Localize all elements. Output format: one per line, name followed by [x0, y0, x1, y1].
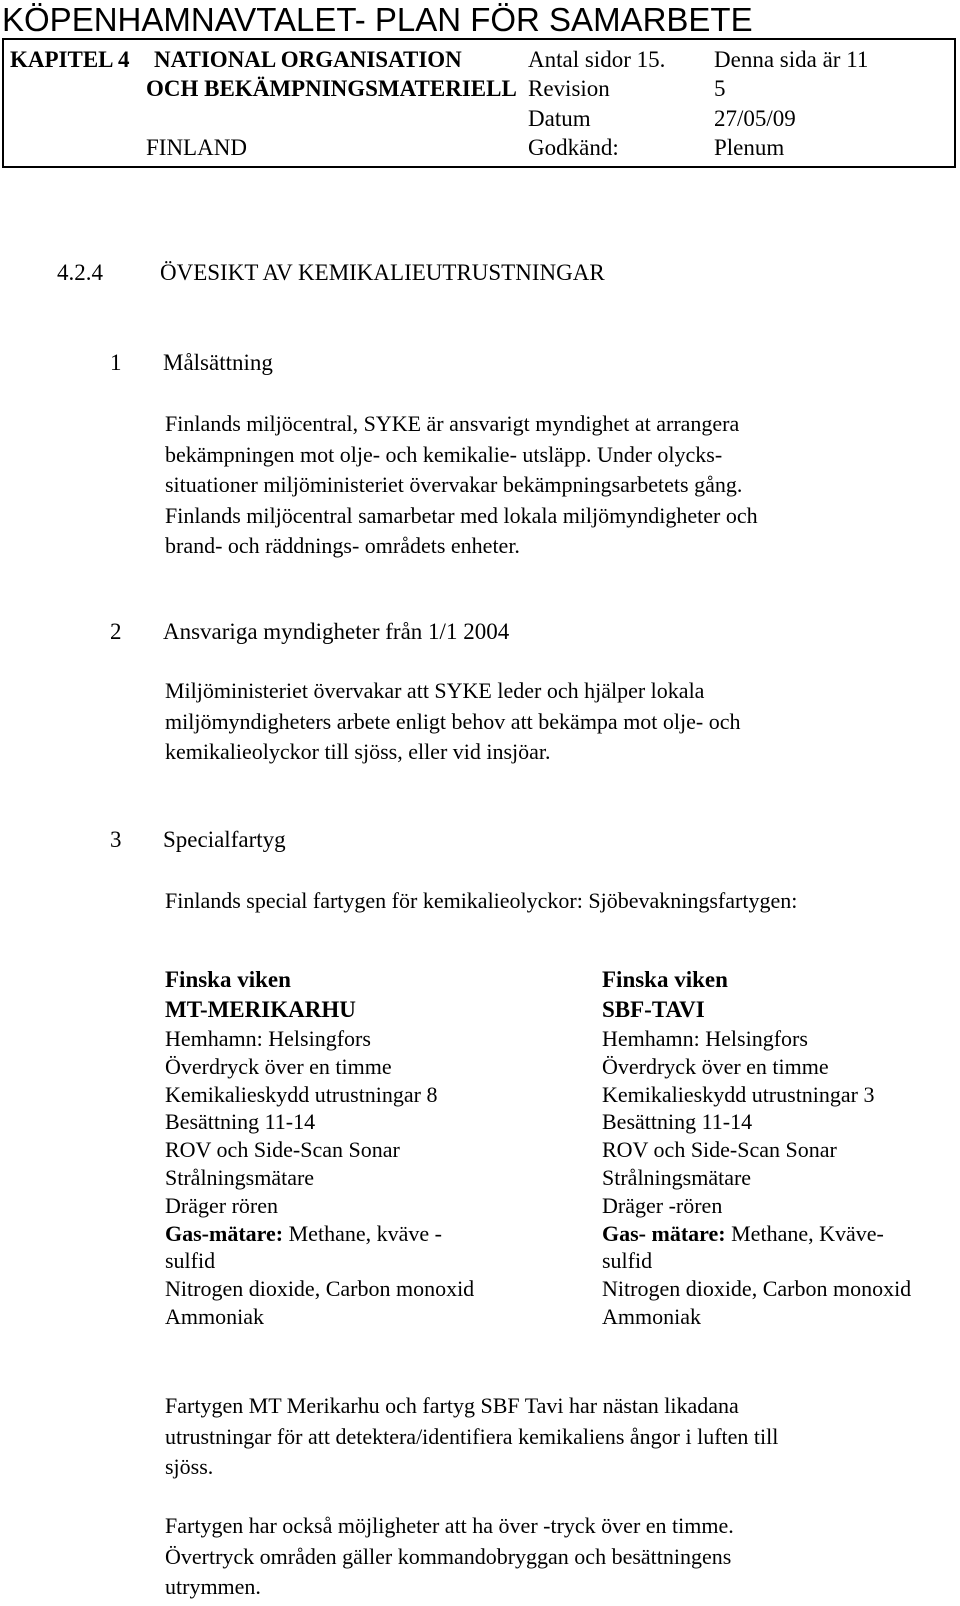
- ship-drager: Dräger -rören: [602, 1192, 723, 1218]
- ship-home: Hemhamn: Helsingfors: [165, 1026, 371, 1051]
- ship-ammonia: Ammoniak: [165, 1303, 264, 1329]
- s2-paragraph: [165, 676, 741, 768]
- s1-line: situationer miljöministeriet övervakar bekämpningsarbetets gång.: [165, 472, 743, 497]
- section-title: ÖVESIKT AV KEMIKALIEUTRUSTNINGAR: [160, 260, 605, 285]
- paragraph-line: utrymmen.: [165, 1574, 261, 1599]
- ship-kits: Kemikalieskydd utrustningar 8: [165, 1081, 438, 1107]
- s1-title: Målsättning: [163, 350, 273, 375]
- s1-line: bekämpningen mot olje- och kemikalie- utsläpp. Under olycks-: [165, 441, 723, 467]
- s1-paragraph: [165, 409, 758, 562]
- paragraph-line: utrustningar för att detektera/identifiera kemikaliens ångor i luften till: [165, 1423, 779, 1449]
- date-value: 27/05/09: [714, 106, 796, 131]
- ship-column-merikarhu: [165, 965, 474, 1331]
- ship-rov: ROV och Side-Scan Sonar: [165, 1137, 400, 1163]
- ship-gas-cont: sulfid: [602, 1248, 653, 1274]
- org-line-1: NATIONAL ORGANISATION: [154, 47, 462, 72]
- ship-column-tavi: [602, 965, 911, 1331]
- s1-line: brand- och räddnings- områdets enheter.: [165, 533, 520, 558]
- chapter-label: KAPITEL 4: [10, 47, 130, 72]
- ship-radiation: Strålningsmätare: [602, 1164, 752, 1190]
- revision-value: 5: [714, 76, 726, 101]
- s2-title: Ansvariga myndigheter från 1/1 2004: [163, 619, 510, 644]
- s1-number: 1: [110, 350, 122, 375]
- overpressure-paragraph: [165, 1511, 734, 1603]
- ship-pressure: Överdryck över en timme: [165, 1053, 392, 1079]
- ship-nitrogen: Nitrogen dioxide, Carbon monoxid: [602, 1276, 912, 1302]
- s2-number: 2: [110, 619, 122, 644]
- s2-line: Miljöministeriet övervakar att SYKE leder och hjälper lokala: [165, 678, 705, 703]
- section-number: 4.2.4: [57, 260, 103, 285]
- ship-nitrogen: Nitrogen dioxide, Carbon monoxid: [165, 1276, 475, 1302]
- paragraph-line: Övertryck områden gäller kommandobryggan och besättningens: [165, 1543, 732, 1569]
- pages-total: Antal sidor 15.: [528, 47, 666, 72]
- document-title: KÖPENHAMNAVTALET- PLAN FÖR SAMARBETE: [2, 1, 753, 38]
- ship-crew: Besättning 11-14: [602, 1109, 753, 1135]
- s3-number: 3: [110, 827, 122, 852]
- s3-title: Specialfartyg: [163, 827, 286, 852]
- ship-gas-cont: sulfid: [165, 1248, 216, 1274]
- org-line-2: OCH BEKÄMPNINGSMATERIELL: [146, 76, 517, 101]
- ship-rov: ROV och Side-Scan Sonar: [602, 1137, 837, 1163]
- paragraph-line: sjöss.: [165, 1454, 214, 1479]
- header-box: [2, 38, 956, 168]
- paragraph-line: Fartygen MT Merikarhu och fartyg SBF Tavi har nästan likadana: [165, 1393, 739, 1418]
- s1-line: Finlands miljöcentral, SYKE är ansvarigt myndighet at arrangera: [165, 411, 740, 436]
- ship-gas: [602, 1220, 911, 1248]
- ship-radiation: Strålningsmätare: [165, 1164, 315, 1190]
- gas-label: Gas-mätare:: [165, 1220, 284, 1246]
- date-label: Datum: [528, 106, 591, 131]
- ship-area: Finska viken: [165, 967, 291, 992]
- ship-gas: [165, 1220, 474, 1248]
- s3-intro: Finlands special fartygen för kemikalieolyckor: Sjöbevakningsfartygen:: [165, 888, 798, 913]
- similar-equipment-paragraph: [165, 1391, 778, 1483]
- s2-line: miljömyndigheters arbete enligt behov att bekämpa mot olje- och: [165, 708, 741, 734]
- page-current: Denna sida är 11: [714, 47, 869, 72]
- ship-home: Hemhamn: Helsingfors: [602, 1026, 808, 1051]
- s1-line: Finlands miljöcentral samarbetar med lokala miljömyndigheter och: [165, 502, 758, 528]
- approved-value: Plenum: [714, 135, 785, 160]
- gas-value: Methane, Kväve-: [725, 1220, 884, 1246]
- revision-label: Revision: [528, 76, 610, 101]
- ship-kits: Kemikalieskydd utrustningar 3: [602, 1081, 875, 1107]
- ship-area: Finska viken: [602, 967, 728, 992]
- ship-name: MT-MERIKARHU: [165, 997, 356, 1022]
- ship-name: SBF-TAVI: [602, 997, 705, 1022]
- ship-drager: Dräger rören: [165, 1192, 278, 1218]
- ship-pressure: Överdryck över en timme: [602, 1053, 829, 1079]
- ship-ammonia: Ammoniak: [602, 1303, 701, 1329]
- gas-value: Methane, kväve -: [283, 1220, 442, 1246]
- ship-crew: Besättning 11-14: [165, 1109, 316, 1135]
- s2-line: kemikalieolyckor till sjöss, eller vid insjöar.: [165, 739, 551, 764]
- country-label: FINLAND: [146, 135, 247, 160]
- approved-label: Godkänd:: [528, 135, 619, 160]
- paragraph-line: Fartygen har också möjligheter att ha över -tryck över en timme.: [165, 1513, 734, 1538]
- gas-label: Gas- mätare:: [602, 1220, 726, 1246]
